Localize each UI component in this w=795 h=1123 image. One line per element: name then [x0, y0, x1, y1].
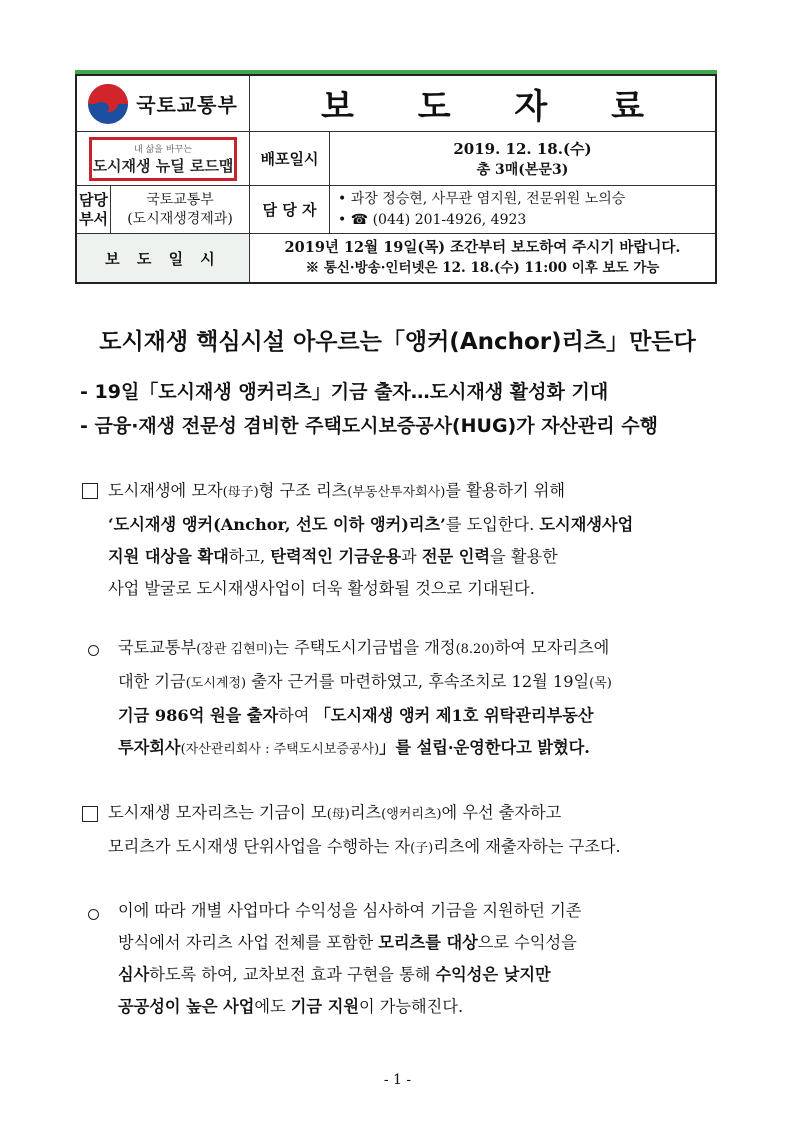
distribution-label: 배포일시 — [260, 150, 319, 168]
p1-line-2: ‘도시재생 앵커(Anchor, 선도 이하 앵커)리츠’를 도입한다. 도시재생사업 — [108, 515, 634, 534]
p1-line-4: 사업 발굴로 도시재생사업이 더욱 활성화될 것으로 기대된다. — [108, 579, 535, 598]
distribution-date: 2019. 12. 18.(수) — [453, 140, 592, 158]
dept-division: (도시재생경제과) — [127, 210, 233, 227]
release-line-1: 2019년 12월 19일(목) 조간부터 보도하여 주시기 바랍니다. — [284, 239, 681, 256]
paragraph-2 — [118, 632, 723, 766]
person-label-cell — [250, 186, 330, 234]
person-phone: • ☎ (044) 201-4926, 4923 — [338, 212, 527, 228]
ministry-logo-cell — [77, 76, 250, 132]
distribution-label-cell — [250, 132, 330, 186]
release-label: 보 도 일 시 — [105, 249, 221, 268]
page-number: - 1 - — [383, 1072, 412, 1088]
badge-subtitle: 내 삶을 바꾸는 — [134, 144, 192, 155]
dept-cell — [111, 186, 250, 234]
subline-1: - 19일「도시재생 앵커리츠」기금 출자…도시재생 활성화 기대 — [80, 381, 609, 403]
header-accent-bar — [75, 70, 717, 74]
p1-line-1: 도시재생에 모자(母子)형 구조 리츠(부동산투자회사)를 활용하기 위해 — [108, 481, 566, 500]
ministry-name: 국토교통부 — [136, 93, 238, 117]
ministry-emblem-icon — [88, 84, 128, 124]
person-info-cell — [330, 186, 715, 234]
contact-label-line1: 담당 — [79, 190, 108, 209]
p4-line-2: 방식에서 자리츠 사업 전체를 포함한 모리츠를 대상으로 수익성을 — [118, 933, 577, 952]
person-label: 담 당 자 — [262, 201, 317, 219]
contact-label-line2: 부서 — [79, 209, 108, 228]
subline-2: - 금융·재생 전문성 겸비한 주택도시보증공사(HUG)가 자산관리 수행 — [80, 415, 658, 437]
dept-name: 국토교통부 — [146, 191, 214, 208]
p4-line-1: 이에 따라 개별 사업마다 수익성을 심사하여 기금을 지원하던 기존 — [118, 901, 582, 920]
badge-cell — [77, 132, 250, 186]
press-release-header — [75, 74, 717, 284]
circle-bullet-2 — [88, 907, 99, 926]
p3-line-1: 도시재생 모자리츠는 기금이 모(母)리츠(앵커리츠)에 우선 출자하고 — [108, 803, 562, 822]
release-label-cell — [77, 234, 250, 282]
paragraph-4 — [118, 895, 723, 1023]
p4-line-4: 공공성이 높은 사업에도 기금 지원이 가능해진다. — [118, 997, 464, 1016]
square-bullet-2 — [82, 806, 98, 825]
p1-line-3: 지원 대상을 확대하고, 탄력적인 기금운용과 전문 인력을 활용한 — [108, 547, 558, 566]
paragraph-3 — [108, 797, 723, 865]
doc-type-cell — [250, 76, 715, 132]
distribution-info-cell — [330, 132, 715, 186]
paragraph-1 — [108, 475, 723, 605]
roadmap-badge — [89, 137, 237, 181]
p3-line-2: 모리츠가 도시재생 단위사업을 수행하는 자(子)리츠에 재출자하는 구조다. — [108, 837, 621, 856]
person-names: • 과장 정승현, 사무관 염지원, 전문위원 노의승 — [338, 191, 626, 207]
p2-line-4: 투자회사(자산관리회사 : 주택도시보증공사)」를 설립·운영한다고 밝혔다. — [118, 738, 590, 757]
p4-line-3: 심사하도록 하여, 교차보전 효과 구현을 통해 수익성은 낮지만 — [118, 965, 551, 984]
headline: 도시재생 핵심시설 아우르는「앵커(Anchor)리츠」만든다 — [99, 329, 696, 355]
p2-line-2: 대한 기금(도시계정) 출자 근거를 마련하였고, 후속조치로 12월 19일(목) — [118, 672, 612, 691]
release-info-cell — [250, 234, 715, 282]
p2-line-1: 국토교통부(장관 김현미)는 주택도시기금법을 개정(8.20)하여 모자리츠에 — [118, 638, 610, 657]
release-line-2: ※ 통신·방송·인터넷은 12. 18.(수) 11:00 이후 보도 가능 — [305, 260, 660, 276]
contact-label-cell — [77, 186, 111, 234]
square-bullet-1 — [82, 483, 98, 502]
doc-type-title: 보 도 자 료 — [321, 87, 670, 127]
p2-line-3: 기금 986억 원을 출자하여 「도시재생 앵커 제1호 위탁관리부동산 — [118, 706, 594, 725]
distribution-pages: 총 3매(본문3) — [476, 162, 569, 178]
circle-bullet-1 — [88, 643, 99, 662]
badge-title: 도시재생 뉴딜 로드맵 — [92, 156, 234, 175]
